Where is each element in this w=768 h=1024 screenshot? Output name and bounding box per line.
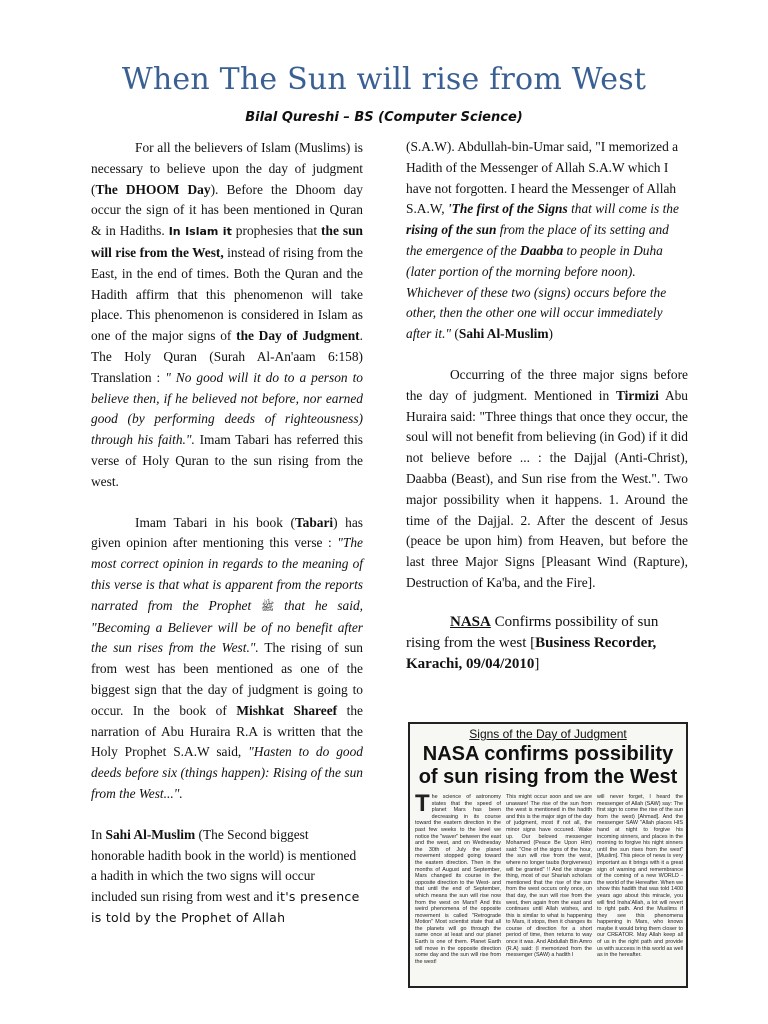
left-column [91,138,363,929]
clipping-body [415,794,683,984]
paragraph-sahi-muslim: In Sahi Al-Muslim (The Second biggest honorable hadith book in the world) is mentioned a hadith in which the two signs will occur included sun rising from west and it's presence is told by the Prophet of Allah [91,826,360,925]
nasa-heading: NASA Confirms possibility of sun rising from the west [Business Recorder, Karachi, 09/04/2010] [406,613,659,672]
paragraph-abdullah-hadith: (S.A.W). Abdullah-bin-Umar said, "I memorized a Hadith of the Messenger of Allah S.A.W which I have not forgotten. I heard the Messenger of Allah S.A.W, 'The first of the Signs that will come is the rising of the sun from the place of its setting and the emergence of the Daabba to people in Duha (later portion of the morning before noon). Whichever of these two (signs) occurs before the other, then the other one will occur immediately after it." (Sahi Al-Muslim) [406,139,679,342]
paragraph-tirmizi: Occurring of the three major signs before the day of judgment. Mentioned in Tirmizi Abu Huraira said: "Three things that once they occur, the soul will not benefit from believing (in God) if it did not believe before ... : the Dajjal (Anti-Christ), Daabba (Beast), and Sun rise from the West.". Two major possibility when it happens. 1. Around the time of the Dajjal. 2. After the descent of Jesus (peace be upon him) from Heaven, but before the last three Major Signs [Pleasant Wind (Rapture), Destruction of Ka'ba, and the Fire]. [406,366,689,590]
clipping-headline: NASA confirms possibility of sun rising from the West [418,743,678,788]
right-column [406,137,688,675]
salawat-glyph: ﷺ [261,600,275,613]
page-title: When The Sun will rise from West [121,62,647,97]
clipping-dropcap: T [415,794,430,817]
clipping-kicker: Signs of the Day of Judgment [469,727,627,741]
clipping-column-1: The science of astronomy states that the speed of planet Mars has been decreasing in its course toward the eastern direction in the past few weeks to the level we notice the "waver" between the east and the west, and on Wednesday the 30th of July the planet movement stopped going toward the eastern direction. Then in the months of August and September, Mars changed its course in the opposite direction to the West- and that until the end of September, which means the sun will rise now from the west on Mars!! And this weird phenomena of the opposite movement is called "Retrograde Motion" Most scientist state that all the planets will go through the same once at least and our planet Earth is one of them. Planet Earth will move in the opposite direction some day and the sun will rise from the west! [415,794,501,965]
paragraph-intro: For all the believers of Islam (Muslims) is necessary to believe upon the day of judgment (The DHOOM Day). Before the Dhoom day occur the sign of it has been mentioned in Quran & in Hadiths. In Islam it prophesies that the sun will rise from the West, instead of rising from the East, in the end of times. Both the Quran and the Hadith affirm that this phenomenon will take place. This phenomenon is considered in Islam as one of the major signs of the Day of Judgment. The Holy Quran (Surah Al-An'aam 6:158) Translation : " No good will it do to a person to believe then, if he believed not before, nor earned good (by performing deeds of righteousness) through his faith.". Imam Tabari has referred this verse of Holy Quran to the sun rising from the west. [91,140,364,489]
clipping-column-3: will never forget, I heard the messenger of Allah (SAW) say: The first sign to come the rise of the sun from the west) [Ahmad]. And the messenger SAW "Allah places HIS hand at night to forgive his incoming sinners, and places in the morning to forgive his night sinners until the sun rises from the west" [Muslim]. This piece of news is very important as it brings with it a great sign of warning and remembrance of the coming of a new WORLD - the world of the Hereafter. When we show this hadith that was told 1400 years ago about this miracle, you will find Insha'Allah, a lot will revert to right path. And the Muslims if they see this phenomena happening in Mars, who knows maybe it would bring them closer to our CREATOR. May Allah keep all of us in the right path and provide us with success in this world as well as in the hereafter. [597,794,683,959]
newspaper-clipping [408,722,688,988]
paragraph-tabari: Imam Tabari in his book (Tabari) has given opinion after mentioning this verse : "The most correct opinion in regards to the meaning of this verse is that what is apparent from the reports narrated from the Prophet ﷺ that he said, "Becoming a Believer will be of no benefit after the sun rises from the West.". The rising of sun from west has been mentioned as one of the biggest sign that the day of judgment is going to occur. In the book of Mishkat Shareef the narration of Abu Huraira R.A is written that the Holy Prophet S.A.W said, "Hasten to do good deeds before six (things happen): Rising of the sun from the West...". [91,514,364,801]
clipping-column-2: This might occur soon and we are unaware! The rise of the sun from the west is mentioned in the hadith and this is the major sign of the day of judgment, most if not all, the minor signs have occured. Wake up. Our beloved messenger Mohamed (Peace Be Upon Him) said: "One of the signs of the hour, the sun will rise from the west, where no longer taubs (forgiveness) will be granted" !! And the strange thing, most of our Shariah scholars mentioned that the rise of the sun from the west occurs only once, on that day, the sun will rise from the west, then again from the east and continues until Allah wishes, and this is similar to what is happening to Mars, it stops, then it changes its course of direction for a short period of time, then returns to way once it was. And Abdullah Bin Amro (R.A) said: (I memorized from the messenger (SAW) a hadith I [506,794,592,959]
author-byline: Bilal Qureshi – BS (Computer Science) [245,110,523,125]
